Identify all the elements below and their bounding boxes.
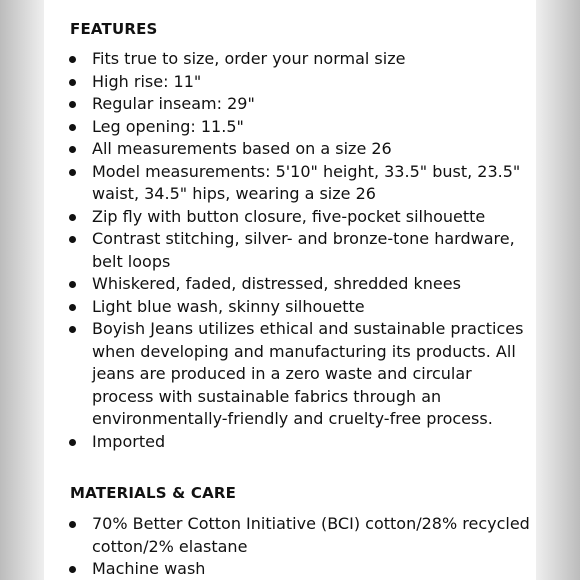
bullet-icon (69, 326, 76, 333)
list-item-text: Regular inseam: 29" (92, 94, 255, 113)
list-item-text: Model measurements: 5'10" height, 33.5" bust, 23.5" waist, 34.5" hips, wearing a size 26 (92, 161, 521, 203)
bullet-icon (69, 566, 76, 573)
list-item (68, 71, 532, 94)
bullet-icon (69, 79, 76, 86)
bullet-icon (69, 521, 76, 528)
list-item (68, 558, 532, 581)
features-list (68, 48, 532, 453)
list-item-text: Leg opening: 11.5" (92, 116, 244, 136)
bullet-icon (69, 146, 76, 153)
list-item (68, 513, 532, 558)
list-item (68, 228, 532, 273)
list-item-text: Machine wash (92, 559, 206, 578)
list-item (68, 93, 532, 116)
list-item (68, 431, 532, 454)
bullet-icon (69, 281, 76, 288)
bullet-icon (69, 439, 76, 446)
list-item (68, 161, 532, 206)
bullet-icon (69, 236, 76, 243)
materials-care-list (68, 513, 532, 581)
list-item-text: Imported (92, 431, 166, 451)
list-item (68, 116, 532, 139)
bullet-icon (69, 124, 76, 131)
list-item-text: Light blue wash, skinny silhouette (92, 296, 365, 316)
list-item-text: All measurements based on a size 26 (92, 139, 392, 158)
list-item-text: Whiskered, faded, distressed, shredded knees (92, 274, 461, 293)
bullet-icon (69, 169, 76, 176)
list-item-text: 70% Better Cotton Initiative (BCI) cotton/28% recycled cotton/2% elastane (92, 514, 530, 556)
list-item (68, 273, 532, 296)
materials-care-heading: MATERIALS & CARE (70, 484, 237, 502)
bullet-icon (69, 101, 76, 108)
product-details-panel (44, 0, 536, 580)
list-item (68, 318, 532, 431)
left-side-band (0, 0, 44, 580)
bullet-icon (69, 56, 76, 63)
list-item (68, 206, 532, 229)
bullet-icon (69, 304, 76, 311)
list-item (68, 138, 532, 161)
list-item-text: Fits true to size, order your normal size (92, 49, 406, 68)
list-item (68, 296, 532, 319)
list-item-text: Boyish Jeans utilizes ethical and sustainable practices when developing and manufacturing its products. All jeans are produced in a zero waste and circular process with sustainable fabrics through an environmentally-friendly and cruelty-free process. (92, 319, 524, 428)
list-item-text: Contrast stitching, silver- and bronze-tone hardware, belt loops (92, 229, 515, 271)
list-item (68, 48, 532, 71)
list-item-text: Zip fly with button closure, five-pocket silhouette (92, 206, 486, 226)
bullet-icon (69, 214, 76, 221)
right-side-band (536, 0, 580, 580)
list-item-text: High rise: 11" (92, 71, 202, 91)
features-heading: FEATURES (70, 20, 158, 38)
